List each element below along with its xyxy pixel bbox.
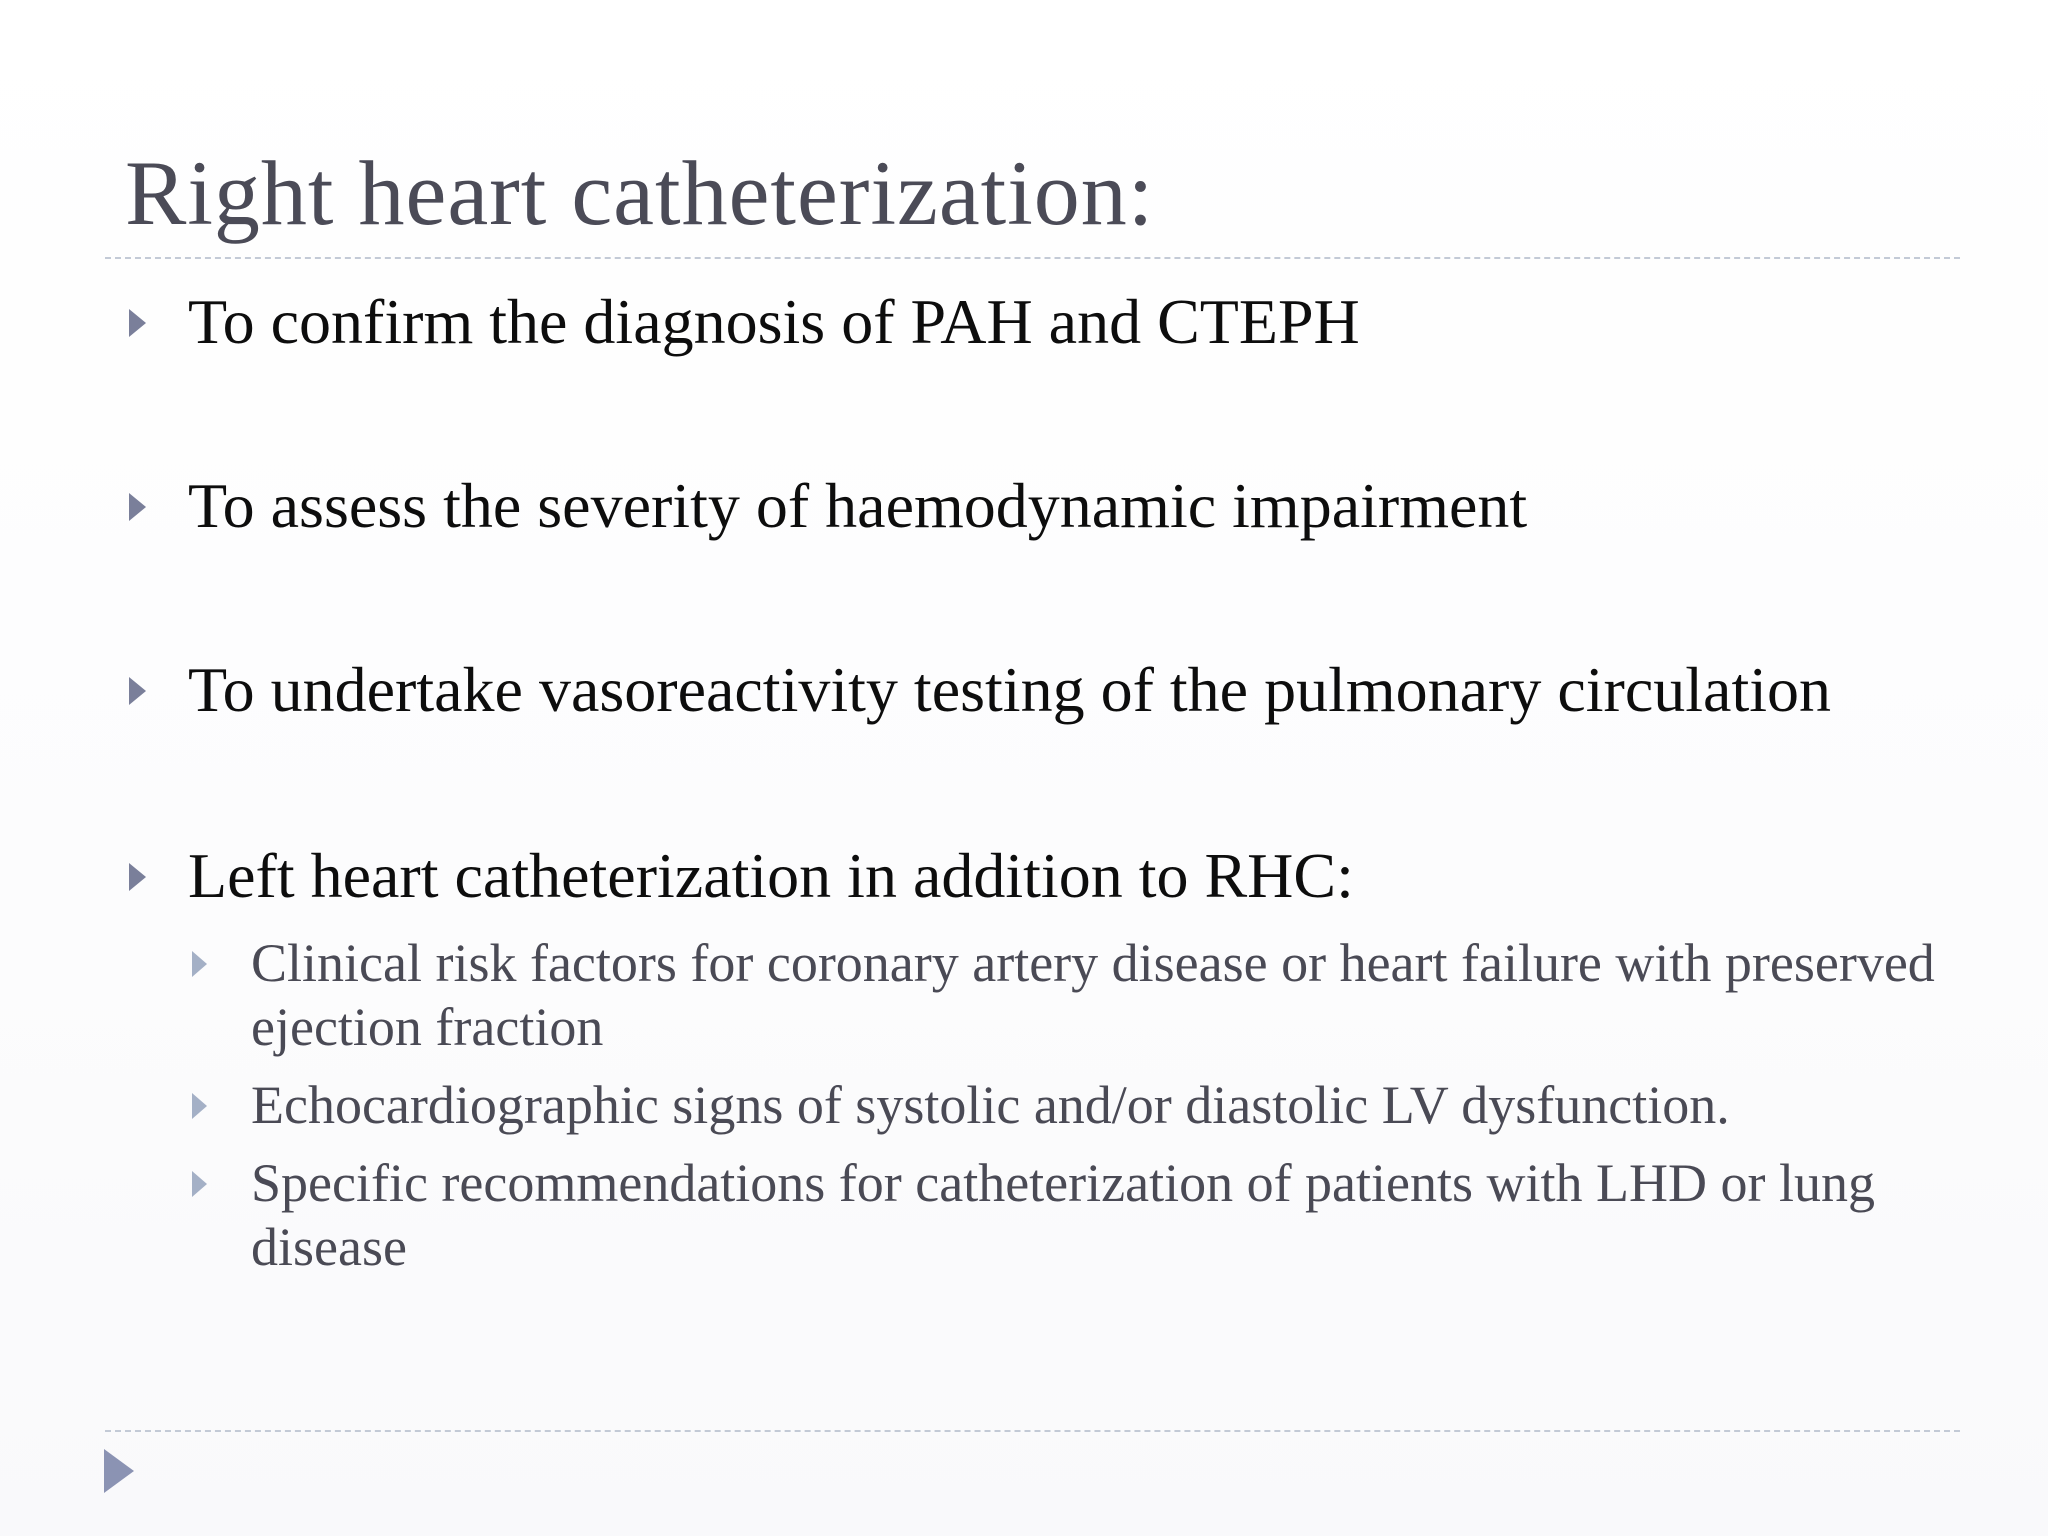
- bullet-list: [125, 285, 1965, 1279]
- slide-title: Right heart catheterization:: [125, 142, 1155, 244]
- sub-bullet-arrow-icon: [192, 1093, 207, 1119]
- bullet-arrow-icon: [129, 677, 146, 705]
- footer-divider: [105, 1430, 1960, 1432]
- bullet-text: To confirm the diagnosis of PAH and CTEPH: [188, 286, 1360, 357]
- sub-bullet-arrow-icon: [192, 1171, 207, 1197]
- bullet-item: [125, 653, 1965, 727]
- sub-bullet-text: Echocardiographic signs of systolic and/or diastolic LV dysfunction.: [251, 1075, 1730, 1135]
- sub-bullet-text: Clinical risk factors for coronary artery disease or heart failure with preserved ejection fraction: [251, 933, 1935, 1057]
- bullet-arrow-icon: [129, 863, 146, 891]
- bullet-item: [125, 285, 1965, 359]
- sub-bullet-list: [188, 931, 1965, 1279]
- corner-triangle-icon: [104, 1449, 134, 1493]
- sub-bullet-item: [188, 1073, 1971, 1137]
- bullet-arrow-icon: [129, 493, 146, 521]
- bullet-arrow-icon: [129, 309, 146, 337]
- bullet-text: Left heart catheterization in addition to RHC:: [188, 840, 1354, 911]
- sub-bullet-item: [188, 1151, 1971, 1279]
- bullet-item: [125, 469, 1965, 543]
- bullet-text: To assess the severity of haemodynamic impairment: [188, 470, 1528, 541]
- bullet-text: To undertake vasoreactivity testing of the pulmonary circulation: [188, 654, 1831, 725]
- sub-bullet-arrow-icon: [192, 951, 207, 977]
- bullet-item: [125, 839, 1965, 1279]
- sub-bullet-text: Specific recommendations for catheterization of patients with LHD or lung disease: [251, 1153, 1875, 1277]
- sub-bullet-item: [188, 931, 1971, 1059]
- title-divider: [105, 257, 1960, 259]
